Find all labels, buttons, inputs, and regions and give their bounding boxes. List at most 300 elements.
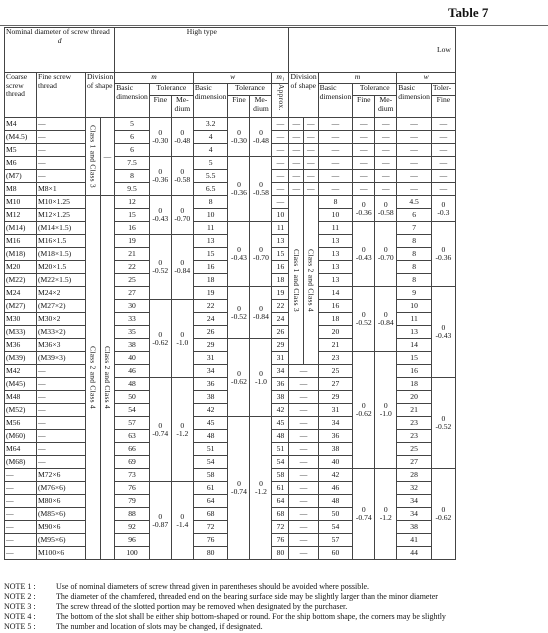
low-division-dash: — [289,118,304,131]
division-class-2-4: Class 2 and Class 4 [86,196,101,560]
w-basic-cell: 16 [193,261,228,274]
m1-approx-cell: 11 [272,222,289,235]
m-tolerance-header: Tolerance [149,84,193,96]
low-m-medium-cell: — [375,131,397,144]
low-m-fine-cell: — [353,131,375,144]
m-header: m [115,73,194,84]
low-division-dash: — [289,534,318,547]
w-fine-header: Fine [228,96,250,118]
fine-thread-cell: (M39×3) [37,352,86,365]
fine-thread-cell: M36×3 [37,339,86,352]
fine-thread-cell: (M33×2) [37,326,86,339]
m-basic-cell: 6 [115,131,150,144]
w-medium-header: Me-dium [250,96,272,118]
fine-thread-cell: — [37,170,86,183]
low-w-fine-tolerance: 0 -0.36 [431,222,455,287]
m1-approx-cell: 16 [272,261,289,274]
w-basic-cell: 61 [193,482,228,495]
low-w-basic-cell: 34 [397,495,432,508]
w-fine-tolerance: 0 -0.52 [228,287,250,339]
m-basic-cell: 35 [115,326,150,339]
m-basic-cell: 7.5 [115,157,150,170]
fine-thread-cell: — [37,430,86,443]
low-w-basic-cell: 7 [397,222,432,235]
w-tolerance-header: Tolerance [228,84,272,96]
low-m-fine-cell: — [353,183,375,196]
low-division-dash: — [304,131,319,144]
m-basic-cell: 54 [115,404,150,417]
fine-thread-cell: (M27×2) [37,300,86,313]
low-m-basic-cell: 27 [318,378,353,391]
low-w-basic-cell: 16 [397,365,432,378]
low-w-basic-cell: 10 [397,300,432,313]
low-w-basic-cell: — [397,144,432,157]
m-basic-cell: 96 [115,534,150,547]
w-basic-cell: 51 [193,443,228,456]
fine-thread-cell: — [37,131,86,144]
m1-approx-cell: — [272,118,289,131]
coarse-header: Coarse screw thread [5,73,37,118]
w-basic-cell: 19 [193,287,228,300]
note-2: NOTE 2 : The diameter of the chamfered, threaded end on the bearing surface side may be slightly larger than the minor diameter [4,592,438,601]
low-division-dash: — [289,456,318,469]
m1-approx-cell: 31 [272,352,289,365]
m-fine-tolerance: 0 -0.43 [149,196,171,235]
table-row [5,157,456,170]
m1-approx-cell: 68 [272,508,289,521]
m1-approx-cell: — [272,196,289,209]
coarse-thread-cell: M36 [5,339,37,352]
low-m-basic-cell: 20 [318,326,353,339]
w-medium-tolerance: 0 -0.58 [250,157,272,222]
low-m-basic-cell: 10 [318,209,353,222]
low-w-fine-cell: — [431,170,455,183]
low-division-dash: — [289,521,318,534]
m1-approx-cell: 61 [272,482,289,495]
low-m-fine-cell: — [353,144,375,157]
coarse-thread-cell: (M39) [5,352,37,365]
low-m-fine-tolerance: 0 -0.62 [353,352,375,469]
m-basic-cell: 38 [115,339,150,352]
note-4: NOTE 4 : The bottom of the slot shall be either ship bottom-shaped or round. For the ship bottom shape, the corners may be slightly [4,612,446,621]
m-basic-cell: 66 [115,443,150,456]
low-m-basic-cell: 46 [318,482,353,495]
low-division-dash: — [304,118,319,131]
low-m-medium-tolerance: 0 -1.0 [375,352,397,469]
low-m-medium-cell: — [375,118,397,131]
low-m-basic-cell: 34 [318,417,353,430]
low-w-basic-cell: 41 [397,534,432,547]
fine-thread-cell: M16×1.5 [37,235,86,248]
low-w-basic-cell: 28 [397,469,432,482]
m1-approx-cell: — [272,183,289,196]
low-m-basic-cell: — [318,144,353,157]
m-medium-tolerance: 0 -1.0 [171,300,193,378]
low-m-basic-cell: 23 [318,352,353,365]
low-m-basic-cell: — [318,157,353,170]
fine-thread-cell: M8×1 [37,183,86,196]
fine-thread-cell: — [37,365,86,378]
low-w-basic-cell: 32 [397,482,432,495]
coarse-thread-cell: M42 [5,365,37,378]
low-m-fine-tolerance: 0 -0.74 [353,469,375,560]
low-m-tolerance-header: Tolerance [353,84,397,96]
w-basic-cell: 4 [193,131,228,144]
w-basic-cell: 10 [193,209,228,222]
low-w-basic-cell: 8 [397,261,432,274]
fine-thread-cell: M10×1.25 [37,196,86,209]
coarse-thread-cell: (M27) [5,300,37,313]
low-m-basic-cell: 13 [318,261,353,274]
m1-approx-cell: 18 [272,274,289,287]
low-w-basic-cell: 20 [397,391,432,404]
low-w-basic-cell: — [397,170,432,183]
coarse-thread-cell: (M22) [5,274,37,287]
coarse-thread-cell: (M7) [5,170,37,183]
low-m-fine-tolerance: 0 -0.36 [353,196,375,222]
low-w-basic-header: Basic dimension [397,84,432,118]
m1-header: m₁ [272,73,289,84]
coarse-thread-cell: — [5,495,37,508]
w-header: w [193,73,272,84]
low-m-basic-cell: — [318,118,353,131]
low-m-medium-tolerance: 0 -0.84 [375,287,397,352]
division-class-2-4-b: Class 2 and Class 4 [100,196,115,560]
low-division-dash: — [289,157,304,170]
coarse-thread-cell: — [5,534,37,547]
m-basic-cell: 27 [115,287,150,300]
coarse-thread-cell: — [5,469,37,482]
fine-thread-cell: — [37,456,86,469]
w-basic-cell: 34 [193,365,228,378]
low-m-medium-tolerance: 0 -0.70 [375,222,397,287]
low-w-basic-cell: 34 [397,508,432,521]
low-m-fine-header: Fine [353,96,375,118]
low-division-dash: — [289,417,318,430]
fine-thread-cell: (M18×1.5) [37,248,86,261]
w-basic-cell: 29 [193,339,228,352]
w-basic-cell: 11 [193,222,228,235]
w-basic-cell: 68 [193,508,228,521]
low-m-basic-cell: — [318,170,353,183]
low-w-basic-cell: 23 [397,430,432,443]
w-basic-cell: 26 [193,326,228,339]
coarse-thread-cell: (M68) [5,456,37,469]
m1-approx-cell: 38 [272,391,289,404]
low-division-dash: — [289,495,318,508]
m1-approx-cell: 58 [272,469,289,482]
low-w-basic-cell: 44 [397,547,432,560]
low-division-header: Division of shape [289,73,318,118]
m-basic-cell: 88 [115,508,150,521]
fine-thread-cell: — [37,157,86,170]
m-basic-cell: 73 [115,469,150,482]
low-m-medium-cell: — [375,170,397,183]
low-division-dash: — [304,157,319,170]
m1-approx-cell: 22 [272,300,289,313]
low-division-dash: — [289,469,318,482]
w-fine-tolerance: 0 -0.74 [228,417,250,560]
m-basic-cell: 12 [115,196,150,209]
low-w-basic-cell: 18 [397,378,432,391]
low-division-class-1-3: Class 1 and Class 3 [289,196,304,365]
w-basic-cell: 3.2 [193,118,228,131]
m-basic-cell: 19 [115,235,150,248]
low-w-basic-cell: 8 [397,274,432,287]
fine-thread-cell: — [37,118,86,131]
fine-thread-cell: M72×6 [37,469,86,482]
low-w-tolerance-header: Toler- [431,84,455,96]
low-w-basic-cell: 27 [397,456,432,469]
m1-approx-cell: 48 [272,430,289,443]
coarse-thread-cell: M20 [5,261,37,274]
low-m-basic-cell: — [318,183,353,196]
low-division-dash: — [289,365,318,378]
w-basic-cell: 76 [193,534,228,547]
coarse-thread-cell: — [5,508,37,521]
w-basic-cell: 15 [193,248,228,261]
note-3: NOTE 3 : The screw thread of the slotted portion may be removed when designated by the purchaser. [4,602,348,611]
low-m-basic-cell: 38 [318,443,353,456]
low-m-basic-cell: 50 [318,508,353,521]
coarse-thread-cell: (M14) [5,222,37,235]
m1-approx-cell: 19 [272,287,289,300]
coarse-thread-cell: M24 [5,287,37,300]
fine-thread-cell: (M95×6) [37,534,86,547]
table-row [5,118,456,131]
note-5: NOTE 5 : The number and location of slots may be changed, if designated. [4,622,263,631]
low-w-basic-cell: 9 [397,287,432,300]
low-w-fine-tolerance: 0 -0.43 [431,287,455,378]
coarse-thread-cell: (M52) [5,404,37,417]
m1-approx-cell: 64 [272,495,289,508]
coarse-thread-cell: (M18) [5,248,37,261]
fine-header: Fine screw thread [37,73,86,118]
w-basic-cell: 22 [193,300,228,313]
coarse-thread-cell: M12 [5,209,37,222]
m-basic-cell: 8 [115,170,150,183]
low-m-basic-cell: 8 [318,196,353,209]
top-rule [0,25,548,26]
low-w-fine-tolerance: 0 -0.52 [431,378,455,469]
table-row [5,287,456,300]
low-w-basic-cell: 15 [397,352,432,365]
m-basic-header: Basic dimension [115,84,150,118]
m-medium-tolerance: 0 -0.70 [171,196,193,235]
m-basic-cell: 46 [115,365,150,378]
m1-approx-cell: — [272,170,289,183]
low-m-basic-cell: 25 [318,365,353,378]
w-basic-cell: 4 [193,144,228,157]
m-medium-tolerance: 0 -0.58 [171,157,193,196]
m1-approx-cell: 72 [272,521,289,534]
m1-approx-cell: 36 [272,378,289,391]
low-w-fine-cell: — [431,144,455,157]
low-m-fine-cell: — [353,118,375,131]
low-m-basic-cell: 13 [318,248,353,261]
fine-thread-cell: M80×6 [37,495,86,508]
m-basic-cell: 15 [115,209,150,222]
m-basic-cell: 79 [115,495,150,508]
fine-thread-cell: — [37,391,86,404]
m-medium-tolerance: 0 -1.2 [171,378,193,482]
low-m-fine-cell: — [353,157,375,170]
low-w-basic-cell: 14 [397,339,432,352]
fine-thread-cell: M20×1.5 [37,261,86,274]
fine-thread-cell: (M14×1.5) [37,222,86,235]
low-m-basic-cell: 42 [318,469,353,482]
low-m-basic-cell: 11 [318,222,353,235]
w-basic-cell: 6.5 [193,183,228,196]
low-division-dash: — [289,144,304,157]
m1-approx-cell: 29 [272,339,289,352]
division-dash-cell: — [100,118,115,196]
w-fine-tolerance: 0 -0.36 [228,157,250,222]
fine-thread-cell: M24×2 [37,287,86,300]
coarse-thread-cell: (M45) [5,378,37,391]
coarse-thread-cell: M64 [5,443,37,456]
low-m-basic-cell: 29 [318,391,353,404]
high-type-header: High type [115,28,289,73]
low-m-basic-cell: 54 [318,521,353,534]
low-m-basic-header: Basic dimension [318,84,353,118]
low-m-header: m [318,73,397,84]
coarse-thread-cell: M4 [5,118,37,131]
low-division-dash: — [289,170,304,183]
low-m-medium-header: Me-dium [375,96,397,118]
low-m-basic-cell: 16 [318,300,353,313]
low-w-basic-cell: 11 [397,313,432,326]
m-fine-tolerance: 0 -0.30 [149,118,171,157]
note-1: NOTE 1 : Use of nominal diameters of screw thread given in parentheses should be avoided where possible. [4,582,370,591]
m-fine-tolerance: 0 -0.62 [149,300,171,378]
m-fine-tolerance: 0 -0.52 [149,235,171,300]
m-basic-cell: 21 [115,248,150,261]
m1-approx-cell: 24 [272,313,289,326]
coarse-thread-cell: M30 [5,313,37,326]
w-fine-tolerance: 0 -0.62 [228,339,250,417]
m1-approx-cell: 54 [272,456,289,469]
low-m-medium-tolerance: 0 -0.58 [375,196,397,222]
fine-thread-cell: (M76×6) [37,482,86,495]
m-basic-cell: 57 [115,417,150,430]
low-m-basic-cell: 13 [318,235,353,248]
w-medium-tolerance: 0 -1.2 [250,417,272,560]
m-basic-cell: 92 [115,521,150,534]
coarse-thread-cell: (M60) [5,430,37,443]
coarse-thread-cell: M5 [5,144,37,157]
m1-approx-cell: 76 [272,534,289,547]
table-row [5,222,456,235]
m-medium-header: Me-dium [171,96,193,118]
low-w-fine-cell: — [431,183,455,196]
low-division-dash: — [289,378,318,391]
low-division-dash: — [304,144,319,157]
fine-thread-cell: M12×1.25 [37,209,86,222]
m1-approx-cell: 10 [272,209,289,222]
low-division-dash: — [304,170,319,183]
coarse-thread-cell: — [5,482,37,495]
low-m-basic-cell: 31 [318,404,353,417]
m-basic-cell: 33 [115,313,150,326]
low-m-fine-tolerance: 0 -0.43 [353,222,375,287]
fine-thread-cell: — [37,378,86,391]
coarse-thread-cell: M6 [5,157,37,170]
low-w-basic-cell: — [397,183,432,196]
fine-thread-cell: — [37,404,86,417]
low-division-class-2-4: Class 2 and Class 4 [304,196,319,365]
low-w-fine-cell: — [431,131,455,144]
w-basic-cell: 18 [193,274,228,287]
low-w-basic-cell: — [397,157,432,170]
low-w-fine-cell: — [431,118,455,131]
w-basic-cell: 38 [193,391,228,404]
m-basic-cell: 76 [115,482,150,495]
low-division-dash: — [289,443,318,456]
low-w-fine-cell: — [431,157,455,170]
low-m-basic-cell: 21 [318,339,353,352]
w-basic-cell: 5.5 [193,170,228,183]
m-basic-cell: 6 [115,144,150,157]
low-w-basic-cell: — [397,118,432,131]
low-m-basic-cell: 57 [318,534,353,547]
w-basic-cell: 24 [193,313,228,326]
m-medium-tolerance: 0 -1.4 [171,482,193,560]
low-w-basic-cell: 8 [397,248,432,261]
fine-thread-cell: — [37,417,86,430]
m-basic-cell: 25 [115,274,150,287]
w-basic-cell: 31 [193,352,228,365]
m-basic-cell: 9.5 [115,183,150,196]
w-basic-cell: 8 [193,196,228,209]
low-m-fine-cell: — [353,170,375,183]
w-basic-cell: 54 [193,456,228,469]
low-division-dash: — [289,482,318,495]
low-m-medium-cell: — [375,183,397,196]
m-basic-cell: 30 [115,300,150,313]
m-fine-tolerance: 0 -0.87 [149,482,171,560]
coarse-thread-cell: M8 [5,183,37,196]
w-basic-cell: 80 [193,547,228,560]
w-basic-cell: 5 [193,157,228,170]
m-fine-header: Fine [149,96,171,118]
low-m-medium-tolerance: 0 -1.2 [375,469,397,560]
coarse-thread-cell: (M4.5) [5,131,37,144]
table-title: Table 7 [448,5,489,20]
m1-approx-cell: — [272,144,289,157]
m1-approx-cell: 45 [272,417,289,430]
low-w-basic-cell: 13 [397,326,432,339]
low-w-fine-tolerance: 0 -0.3 [431,196,455,222]
low-w-basic-cell: 23 [397,417,432,430]
m-basic-cell: 22 [115,261,150,274]
m1-approx-cell: 51 [272,443,289,456]
w-fine-tolerance: 0 -0.30 [228,118,250,157]
low-m-basic-cell: 36 [318,430,353,443]
w-basic-header: Basic dimension [193,84,228,118]
low-w-basic-cell: 4.5 [397,196,432,209]
low-m-basic-cell: 40 [318,456,353,469]
nominal-diameter-header: Nominal diameter of screw thread d [5,28,115,73]
coarse-thread-cell: (M33) [5,326,37,339]
w-medium-tolerance: 0 -0.70 [250,222,272,287]
notes-block [4,582,548,632]
low-m-medium-cell: — [375,157,397,170]
m1-approx-cell: 26 [272,326,289,339]
m1-approx-cell: 34 [272,365,289,378]
fine-thread-cell: (M85×6) [37,508,86,521]
low-m-fine-tolerance: 0 -0.52 [353,287,375,352]
